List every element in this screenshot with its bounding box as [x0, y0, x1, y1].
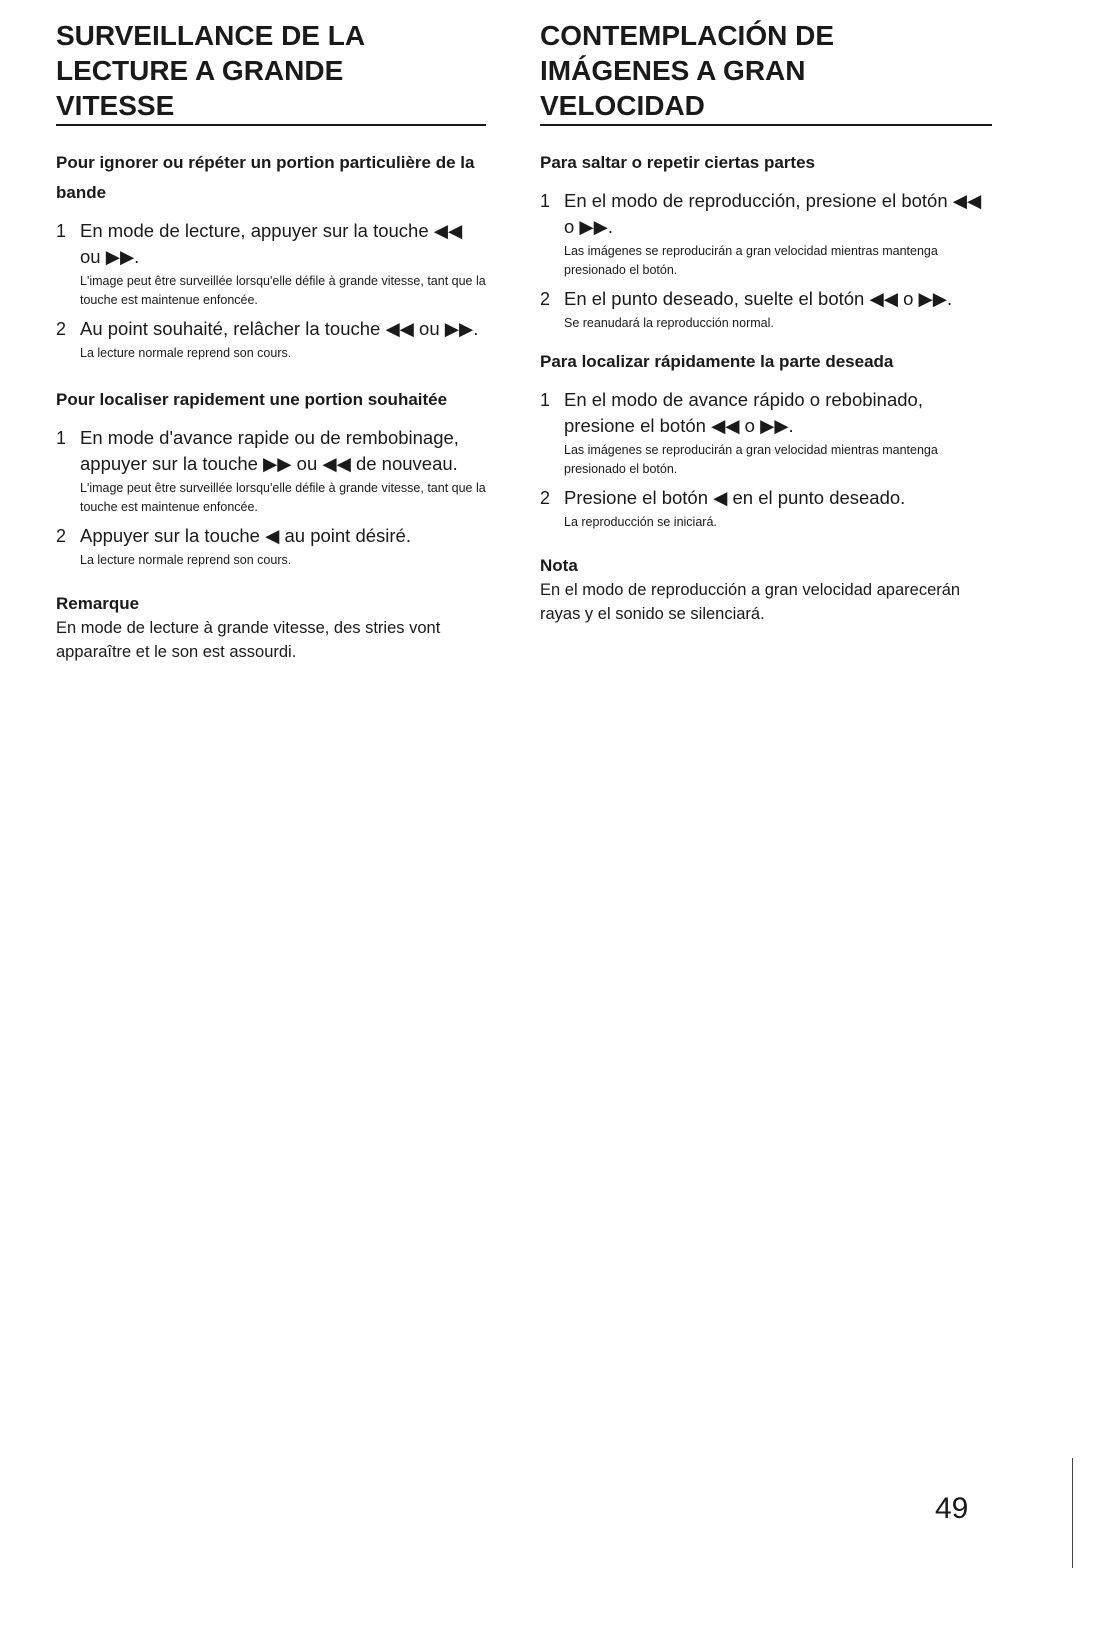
- step-note: La lecture normale reprend son cours.: [80, 553, 292, 567]
- title-underline: [540, 124, 992, 126]
- step-number: 1: [540, 390, 551, 410]
- step-text: Presione el botón ◀ en el punto deseado.: [564, 487, 906, 508]
- spanish-note-heading: Nota: [540, 556, 578, 575]
- french-title: [56, 18, 486, 123]
- page-number: 49: [935, 1492, 969, 1525]
- french-title-line: LECTURE A GRANDE: [56, 55, 344, 86]
- step-number: 1: [540, 191, 551, 211]
- french-section1-heading: Pour ignorer ou répéter un portion particulière de la bande: [56, 153, 475, 202]
- french-section2-step: [56, 523, 486, 570]
- spanish-title-line: IMÁGENES A GRAN: [540, 55, 806, 86]
- spanish-title-line: VELOCIDAD: [540, 90, 705, 121]
- spanish-title: [540, 18, 992, 123]
- step-number: 1: [56, 221, 67, 241]
- step-number: 2: [540, 289, 551, 309]
- french-title-line: VITESSE: [56, 90, 175, 121]
- page-edge-line: [1072, 1458, 1073, 1568]
- title-underline: [56, 124, 486, 126]
- french-section2-heading: Pour localiser rapidement une portion souhaitée: [56, 390, 448, 409]
- step-note: La lecture normale reprend son cours.: [80, 346, 292, 360]
- spanish-section1-step: [540, 286, 992, 333]
- step-note: Las imágenes se reproducirán a gran velocidad mientras mantenga presionado el botón.: [564, 244, 938, 277]
- spanish-title-line: CONTEMPLACIÓN DE: [540, 20, 834, 51]
- step-text: En el modo de avance rápido o rebobinado, presione el botón ◀◀ o ▶▶.: [564, 389, 923, 436]
- step-note: La reproducción se iniciará.: [564, 515, 717, 529]
- step-number: 2: [56, 526, 67, 546]
- step-text: En mode de lecture, appuyer sur la touche ◀◀ ou ▶▶.: [80, 220, 463, 267]
- spanish-section1-heading: Para saltar o repetir ciertas partes: [540, 153, 815, 172]
- step-text: Appuyer sur la touche ◀ au point désiré.: [80, 525, 411, 546]
- step-note: L'image peut être surveillée lorsqu'elle défile à grande vitesse, tant que la touche est maintenue enfoncée.: [80, 274, 486, 307]
- spanish-note-text: En el modo de reproducción a gran velocidad aparecerán rayas y el sonido se silenciará.: [540, 581, 961, 623]
- french-section1-step: [56, 316, 486, 363]
- step-number: 1: [56, 428, 67, 448]
- step-text: En mode d'avance rapide ou de rembobinage, appuyer sur la touche ▶▶ ou ◀◀ de nouveau.: [80, 427, 459, 474]
- step-note: L'image peut être surveillée lorsqu'elle défile à grande vitesse, tant que la touche est maintenue enfoncée.: [80, 481, 486, 514]
- spanish-column: [540, 18, 992, 626]
- spanish-section2-step: [540, 387, 992, 479]
- step-text: Au point souhaité, relâcher la touche ◀◀ ou ▶▶.: [80, 318, 479, 339]
- step-text: En el modo de reproducción, presione el botón ◀◀ o ▶▶.: [564, 190, 982, 237]
- step-note: Las imágenes se reproducirán a gran velocidad mientras mantenga presionado el botón.: [564, 443, 938, 476]
- spanish-section1-step: [540, 188, 992, 280]
- french-remark-heading: Remarque: [56, 594, 140, 613]
- french-section2-step: [56, 425, 486, 517]
- spanish-section2-heading: Para localizar rápidamente la parte deseada: [540, 352, 894, 371]
- french-section1-step: [56, 218, 486, 310]
- french-column: [56, 18, 486, 664]
- french-remark-text: En mode de lecture à grande vitesse, des stries vont apparaître et le son est assourdi.: [56, 619, 441, 661]
- step-number: 2: [56, 319, 67, 339]
- spanish-section2-step: [540, 485, 992, 532]
- step-note: Se reanudará la reproducción normal.: [564, 316, 774, 330]
- french-title-line: SURVEILLANCE DE LA: [56, 20, 366, 51]
- step-text: En el punto deseado, suelte el botón ◀◀ o ▶▶.: [564, 288, 953, 309]
- step-number: 2: [540, 488, 551, 508]
